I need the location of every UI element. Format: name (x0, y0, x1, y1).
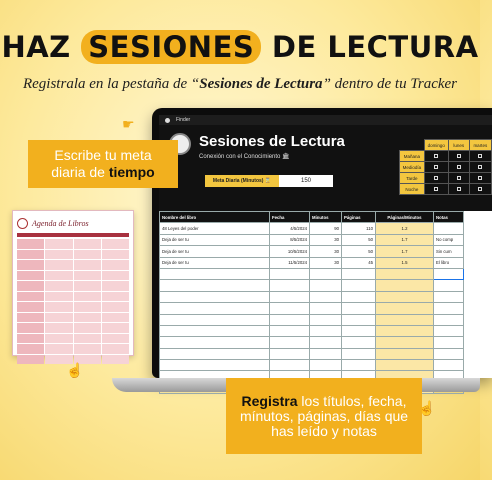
table-cell[interactable] (376, 325, 434, 336)
period-label: Noche (400, 184, 425, 195)
agenda-logo-icon (17, 218, 28, 229)
menu-bar (159, 115, 492, 125)
table-cell[interactable] (376, 303, 434, 314)
table-cell[interactable]: Deja de ser tu (160, 257, 270, 268)
table-cell[interactable] (342, 325, 376, 336)
table-row (160, 268, 464, 279)
checkbox-cell (424, 173, 448, 184)
table-cell[interactable] (376, 280, 434, 291)
subtitle-pre: Registrala en la pestaña de “ (22, 76, 200, 92)
checkbox-cell (469, 184, 491, 195)
table-cell[interactable]: 8/5/2024 (270, 234, 310, 245)
agenda-cell (74, 239, 101, 249)
table-cell[interactable] (310, 337, 342, 348)
checkbox-cell (448, 162, 469, 173)
subtitle-post: ” dentro de tu Tracker (322, 76, 457, 92)
table-cell[interactable] (342, 314, 376, 325)
table-cell[interactable]: Deja de ser tu (160, 246, 270, 257)
table-cell[interactable] (434, 280, 464, 291)
agenda-cell (17, 302, 44, 312)
agenda-cell (45, 239, 72, 249)
checkbox-cell (448, 173, 469, 184)
table-cell[interactable]: 11/5/2024 (270, 257, 310, 268)
agenda-cell (74, 281, 101, 291)
table-cell[interactable] (376, 337, 434, 348)
subtitle-bold: Sesiones de Lectura (199, 76, 323, 92)
checkbox-icon[interactable] (434, 154, 438, 158)
table-cell[interactable] (342, 360, 376, 371)
table-cell[interactable]: 90 (310, 223, 342, 234)
table-cell[interactable] (160, 291, 270, 302)
checkbox-cell (424, 162, 448, 173)
table-row (160, 246, 464, 257)
column-header[interactable]: Páginas (342, 212, 376, 223)
agenda-cell (45, 344, 72, 354)
table-cell[interactable] (310, 268, 342, 279)
pointing-hand-icon: ☝ (66, 362, 84, 378)
checkbox-icon[interactable] (457, 154, 461, 158)
table-cell[interactable]: 1.7 (376, 246, 434, 257)
table-cell[interactable] (434, 325, 464, 336)
agenda-cell (17, 281, 44, 291)
table-row (160, 303, 464, 314)
table-cell[interactable] (376, 360, 434, 371)
table-cell[interactable] (160, 268, 270, 279)
table-row (160, 223, 464, 234)
table-cell[interactable] (342, 348, 376, 359)
agenda-cell (74, 302, 101, 312)
column-header[interactable]: Notas (434, 212, 464, 223)
agenda-bar (17, 233, 129, 237)
table-cell[interactable]: 1.5 (376, 257, 434, 268)
table-cell[interactable] (270, 360, 310, 371)
agenda-cell (74, 260, 101, 270)
table-cell[interactable] (434, 268, 464, 279)
agenda-cell (45, 260, 72, 270)
table-cell[interactable]: Deja de ser tu (160, 234, 270, 245)
table-cell[interactable] (270, 303, 310, 314)
agenda-cell (17, 239, 44, 249)
agenda-cell (74, 323, 101, 333)
agenda-cell (17, 344, 44, 354)
agenda-cell (74, 250, 101, 260)
table-cell[interactable] (270, 268, 310, 279)
table-cell[interactable] (270, 291, 310, 302)
headline (0, 30, 480, 64)
checkbox-icon[interactable] (478, 176, 482, 180)
table-cell[interactable]: 50 (342, 234, 376, 245)
table-cell[interactable] (270, 314, 310, 325)
table-row (160, 360, 464, 371)
subtitle (0, 76, 480, 93)
table-cell[interactable] (310, 280, 342, 291)
sheet-header (159, 125, 492, 211)
callout-goal (28, 140, 178, 188)
table-cell[interactable] (376, 268, 434, 279)
agenda-cell (17, 355, 44, 365)
agenda-cell (102, 313, 129, 323)
checkbox-icon[interactable] (434, 187, 438, 191)
column-header[interactable]: Páginas/Minutos (376, 212, 434, 223)
agenda-cell (74, 334, 101, 344)
headline-post: DE LECTURA (261, 30, 479, 64)
checkbox-cell (424, 184, 448, 195)
table-cell[interactable]: Sin cum (434, 246, 464, 257)
table-cell[interactable] (160, 348, 270, 359)
column-header[interactable]: Minutos (310, 212, 342, 223)
table-row (160, 314, 464, 325)
table-cell[interactable] (310, 360, 342, 371)
table-row (160, 291, 464, 302)
table-cell[interactable]: 30 (310, 257, 342, 268)
agenda-cell (102, 271, 129, 281)
table-cell[interactable]: 50 (342, 246, 376, 257)
period-label: Mediodía (400, 162, 425, 173)
table-cell[interactable]: 30 (310, 234, 342, 245)
checkbox-icon[interactable] (478, 187, 482, 191)
agenda-cell (102, 355, 129, 365)
table-cell[interactable] (310, 303, 342, 314)
checkbox-icon[interactable] (478, 165, 482, 169)
pointing-hand-icon: ☛ (122, 116, 135, 132)
checkbox-cell (469, 173, 491, 184)
agenda-cell (17, 334, 44, 344)
checkbox-icon[interactable] (457, 176, 461, 180)
meta-label: Meta Diaria (Minutos) ⌛ (205, 175, 279, 187)
agenda-cell (17, 271, 44, 281)
table-cell[interactable] (376, 291, 434, 302)
table-cell[interactable] (160, 303, 270, 314)
table-cell[interactable] (270, 325, 310, 336)
table-cell[interactable]: 1.7 (376, 234, 434, 245)
checkbox-icon[interactable] (478, 154, 482, 158)
headline-pre: HAZ (1, 30, 82, 64)
menu-app-name[interactable]: Finder (176, 117, 191, 123)
agenda-grid (17, 239, 129, 364)
table-cell[interactable]: 30 (310, 246, 342, 257)
table-cell[interactable] (270, 337, 310, 348)
table-cell[interactable] (310, 291, 342, 302)
agenda-cell (102, 302, 129, 312)
period-label: Mañana (400, 151, 425, 162)
checkbox-icon[interactable] (434, 165, 438, 169)
agenda-cell (102, 250, 129, 260)
sheet-subtitle: Conexión con el Conocimiento 🏛 (199, 154, 290, 160)
agenda-cell (17, 323, 44, 333)
column-header[interactable]: Nombre del libro (160, 212, 270, 223)
table-cell[interactable] (434, 314, 464, 325)
table-row (160, 325, 464, 336)
agenda-cell (45, 302, 72, 312)
callout-goal-line1: Escribe tu meta (54, 147, 152, 163)
agenda-cell (102, 260, 129, 270)
agenda-cell (45, 250, 72, 260)
table-cell[interactable] (376, 314, 434, 325)
headline-highlight: SESIONES (81, 30, 261, 64)
table-cell[interactable] (310, 325, 342, 336)
table-cell[interactable]: 1.2 (376, 223, 434, 234)
agenda-cell (45, 281, 72, 291)
agenda-cell (102, 292, 129, 302)
agenda-cell (17, 260, 44, 270)
day-header: lunes (448, 140, 469, 151)
agenda-header (17, 215, 129, 231)
checkbox-icon[interactable] (457, 187, 461, 191)
sheet-title: Sesiones de Lectura (199, 133, 345, 150)
table-cell[interactable] (434, 303, 464, 314)
table-cell[interactable] (434, 360, 464, 371)
laptop-screen-frame (152, 108, 492, 378)
table-cell[interactable] (342, 303, 376, 314)
table-cell[interactable] (160, 325, 270, 336)
table-row (160, 234, 464, 245)
agenda-cell (74, 344, 101, 354)
days-corner (400, 140, 425, 151)
table-cell[interactable]: 4/5/2024 (270, 223, 310, 234)
callout-goal-bold: tiempo (108, 164, 155, 180)
table-cell[interactable]: 10/5/2024 (270, 246, 310, 257)
table-cell[interactable] (160, 360, 270, 371)
table-cell[interactable] (342, 268, 376, 279)
agenda-cell (102, 334, 129, 344)
checkbox-cell (469, 162, 491, 173)
agenda-cell (45, 313, 72, 323)
agenda-cell (17, 313, 44, 323)
meta-value-field[interactable]: 150 (279, 175, 333, 187)
agenda-cell (45, 323, 72, 333)
agenda-cell (17, 250, 44, 260)
checkbox-icon[interactable] (457, 165, 461, 169)
callout-goal-pre: diaria de (51, 164, 109, 180)
apple-icon[interactable] (165, 118, 170, 123)
agenda-cell (45, 271, 72, 281)
table-cell[interactable] (342, 337, 376, 348)
table-cell[interactable] (434, 223, 464, 234)
days-table (399, 139, 492, 195)
agenda-cell (102, 281, 129, 291)
agenda-cell (45, 292, 72, 302)
table-cell[interactable]: No comp (434, 234, 464, 245)
table-cell[interactable]: 45 (342, 257, 376, 268)
table-cell[interactable] (310, 314, 342, 325)
laptop-screen (159, 115, 492, 378)
period-label: Tarde (400, 173, 425, 184)
table-cell[interactable] (270, 348, 310, 359)
table-row (160, 348, 464, 359)
table-header-row (160, 212, 464, 223)
checkbox-cell (469, 151, 491, 162)
callout-register (226, 378, 422, 454)
table-cell[interactable] (342, 291, 376, 302)
agenda-cell (102, 239, 129, 249)
checkbox-cell (448, 151, 469, 162)
table-cell[interactable] (434, 337, 464, 348)
table-cell[interactable]: 110 (342, 223, 376, 234)
callout-register-rest: los títulos, fecha, mínutos, páginas, días que has leído y notas (239, 392, 409, 439)
checkbox-cell (448, 184, 469, 195)
checkbox-cell (424, 151, 448, 162)
agenda-cell (45, 334, 72, 344)
agenda-title: Agenda de Libros (32, 218, 89, 228)
callout-register-bold: Registra (241, 392, 298, 409)
agenda-cell (74, 271, 101, 281)
agenda-cell (74, 313, 101, 323)
pointing-hand-icon: ☝ (418, 400, 436, 416)
sessions-table (159, 211, 464, 394)
table-row (160, 337, 464, 348)
agenda-cell (102, 344, 129, 354)
table-cell[interactable] (310, 348, 342, 359)
table-row (160, 257, 464, 268)
table-cell[interactable] (270, 280, 310, 291)
table-row (160, 280, 464, 291)
day-header: domingo (424, 140, 448, 151)
table-cell[interactable] (160, 314, 270, 325)
column-header[interactable]: Fecha (270, 212, 310, 223)
table-cell[interactable]: 48 Leyes del poder (160, 223, 270, 234)
agenda-cell (17, 292, 44, 302)
table-cell[interactable]: El libro (434, 257, 464, 268)
agenda-cell (102, 323, 129, 333)
table-cell[interactable] (434, 348, 464, 359)
table-cell[interactable] (160, 337, 270, 348)
agenda-preview (12, 210, 134, 356)
table-cell[interactable] (434, 291, 464, 302)
table-cell[interactable] (160, 280, 270, 291)
agenda-cell (74, 292, 101, 302)
day-header: martes (469, 140, 491, 151)
checkbox-icon[interactable] (434, 176, 438, 180)
table-cell[interactable] (376, 348, 434, 359)
table-cell[interactable] (342, 280, 376, 291)
